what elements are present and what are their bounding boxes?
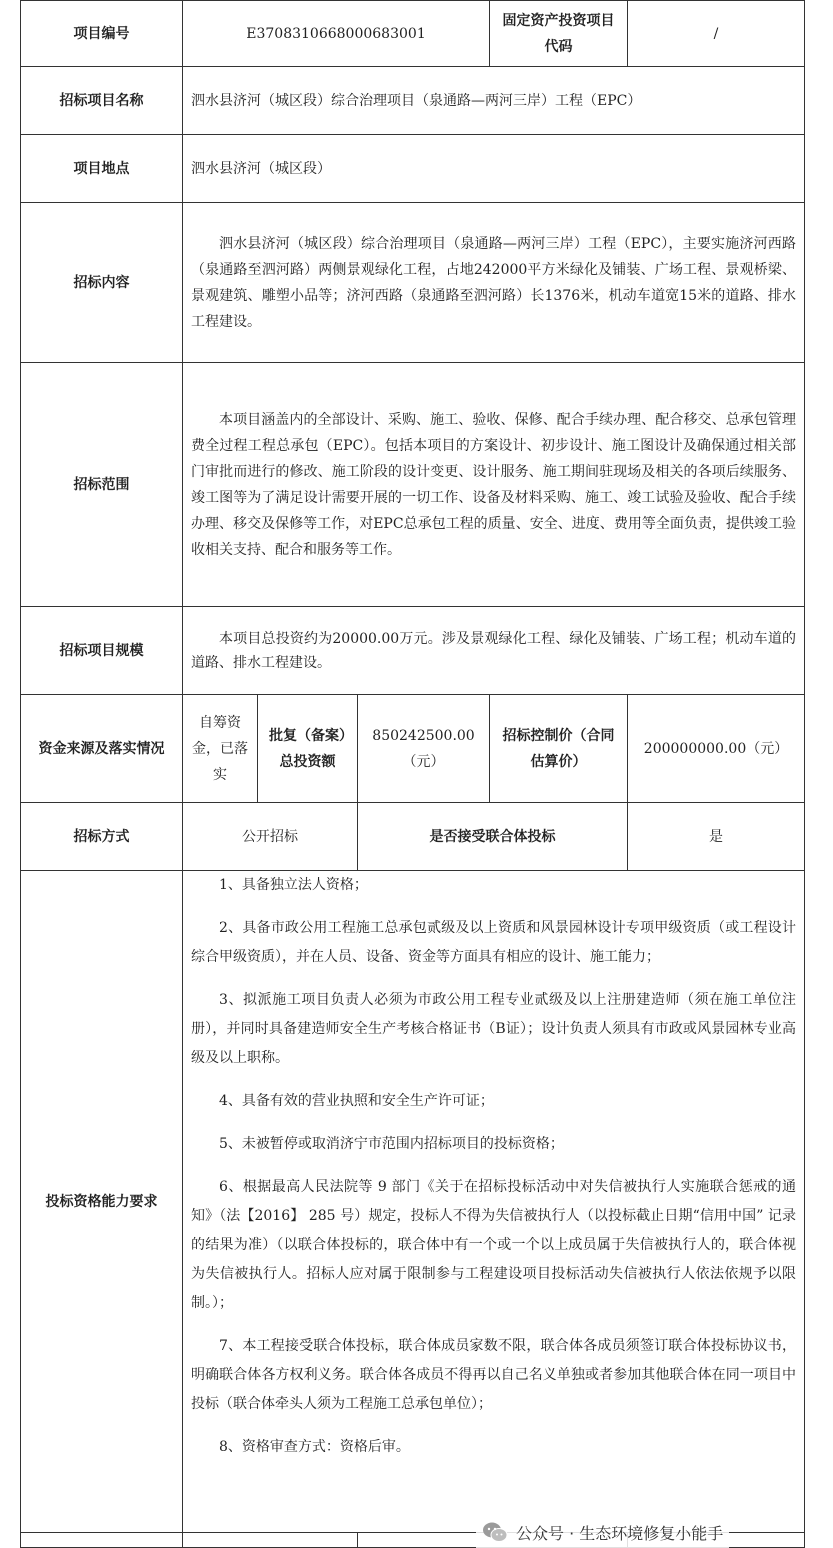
- qualification-item: 8、资格审查方式：资格后审。: [219, 1439, 410, 1455]
- tender-info-table: [20, 0, 805, 1548]
- scope-cell: [183, 363, 805, 607]
- control-price-label: 招标控制价（合同估算价）: [490, 695, 628, 803]
- funding-label: 资金来源及落实情况: [21, 695, 183, 803]
- qualification-item: 6、根据最高人民法院等 9 部门《关于在招标投标活动中对失信被执行人实施联合惩戒的通知》（法【2016】 285 号）规定，投标人不得为失信被执行人（以投标截止日期“信用中国” 记录的结果为准）（以联合体投标的，联合体中有一个或一个以上成员属于失信被执行人的，联合体视为失信被执行人。招标人应对属于限制参与工程建设项目投标活动失信被执行人依法依规予以限制。）；: [191, 1179, 797, 1311]
- method-value: 公开招标: [183, 803, 358, 871]
- row-qualifications: [21, 871, 805, 1533]
- qualification-item: 2、具备市政公用工程施工总承包贰级及以上资质和风景园林设计专项甲级资质（或工程设计综合甲级资质），并在人员、设备、资金等方面具有相应的设计、施工能力；: [191, 920, 797, 965]
- row-project-no: [21, 1, 805, 67]
- qualifications-label: 投标资格能力要求: [21, 871, 183, 1533]
- control-price-value: 200000000.00（元）: [628, 695, 805, 803]
- project-name-value: 泗水县济河（城区段）综合治理项目（泉通路—两河三岸）工程（EPC）: [183, 67, 805, 135]
- scale-cell: [183, 607, 805, 695]
- qualification-item: 5、未被暂停或取消济宁市范围内招标项目的投标资格；: [219, 1136, 564, 1152]
- content-value: 泗水县济河（城区段）综合治理项目（泉通路—两河三岸）工程（EPC），主要实施济河西路（泉通路至泗河路）两侧景观绿化工程，占地242000平方米绿化及铺装、广场工程、景观桥梁、景观建筑、雕塑小品等；济河西路（泉通路至泗河路）长1376米，机动车道宽15米的道路、排水工程建设。: [191, 235, 797, 330]
- project-no-value: E3708310668000683001: [183, 1, 490, 67]
- row-method: [21, 803, 805, 871]
- partial-cell: [21, 1533, 183, 1548]
- scale-value: 本项目总投资约为20000.00万元。涉及景观绿化工程、绿化及铺装、广场工程；机动车道的道路、排水工程建设。: [191, 630, 797, 671]
- partial-cell: [183, 1533, 358, 1548]
- approved-investment-value: 850242500.00（元）: [358, 695, 490, 803]
- project-name-label: 招标项目名称: [21, 67, 183, 135]
- method-label: 招标方式: [21, 803, 183, 871]
- location-label: 项目地点: [21, 135, 183, 203]
- qualification-item: 3、拟派施工项目负责人必须为市政公用工程专业贰级及以上注册建造师（须在施工单位注册），并同时具备建造师安全生产考核合格证书（B证）；设计负责人须具有市政或风景园林专业高级及以上职称。: [191, 992, 797, 1066]
- consortium-value: 是: [628, 803, 805, 871]
- row-funding: [21, 695, 805, 803]
- approved-investment-label: 批复（备案）总投资额: [258, 695, 358, 803]
- row-scope: [21, 363, 805, 607]
- fixed-asset-code-value: /: [628, 1, 805, 67]
- qualification-item: 1、具备独立法人资格；: [219, 877, 368, 893]
- row-location: [21, 135, 805, 203]
- qualifications-list: [183, 871, 805, 1533]
- qualification-item: 7、本工程接受联合体投标，联合体成员家数不限，联合体各成员须签订联合体投标协议书，明确联合体各方权利义务。联合体各成员不得再以自己名义单独或者参加其他联合体在同一项目中投标（联合体牵头人须为工程施工总承包单位）；: [191, 1338, 797, 1412]
- watermark-text: 公众号 · 生态环境修复小能手: [516, 1523, 724, 1543]
- fixed-asset-code-label: 固定资产投资项目代码: [490, 1, 628, 67]
- consortium-label: 是否接受联合体投标: [358, 803, 628, 871]
- wechat-icon: [482, 1521, 508, 1543]
- content-cell: [183, 203, 805, 363]
- content-label: 招标内容: [21, 203, 183, 363]
- scope-value: 本项目涵盖内的全部设计、采购、施工、验收、保修、配合手续办理、配合移交、总承包管理费全过程工程总承包（EPC）。包括本项目的方案设计、初步设计、施工图设计及确保通过相关部门审批而进行的修改、施工阶段的设计变更、设计服务、施工期间驻现场及相关的各项后续服务、竣工图等为了满足设计需要开展的一切工作、设备及材料采购、施工、竣工试验及验收、配合手续办理、移交及保修等工作，对EPC总承包工程的质量、安全、进度、费用等全面负责，提供竣工验收相关支持、配合和服务等工作。: [191, 411, 797, 558]
- row-content: [21, 203, 805, 363]
- row-scale: [21, 607, 805, 695]
- project-no-label: 项目编号: [21, 1, 183, 67]
- scope-label: 招标范围: [21, 363, 183, 607]
- qualification-item: 4、具备有效的营业执照和安全生产许可证；: [219, 1093, 494, 1109]
- funding-source: 自筹资金，已落实: [183, 695, 258, 803]
- watermark: [476, 1516, 729, 1548]
- scale-label: 招标项目规模: [21, 607, 183, 695]
- location-value: 泗水县济河（城区段）: [183, 135, 805, 203]
- row-project-name: [21, 67, 805, 135]
